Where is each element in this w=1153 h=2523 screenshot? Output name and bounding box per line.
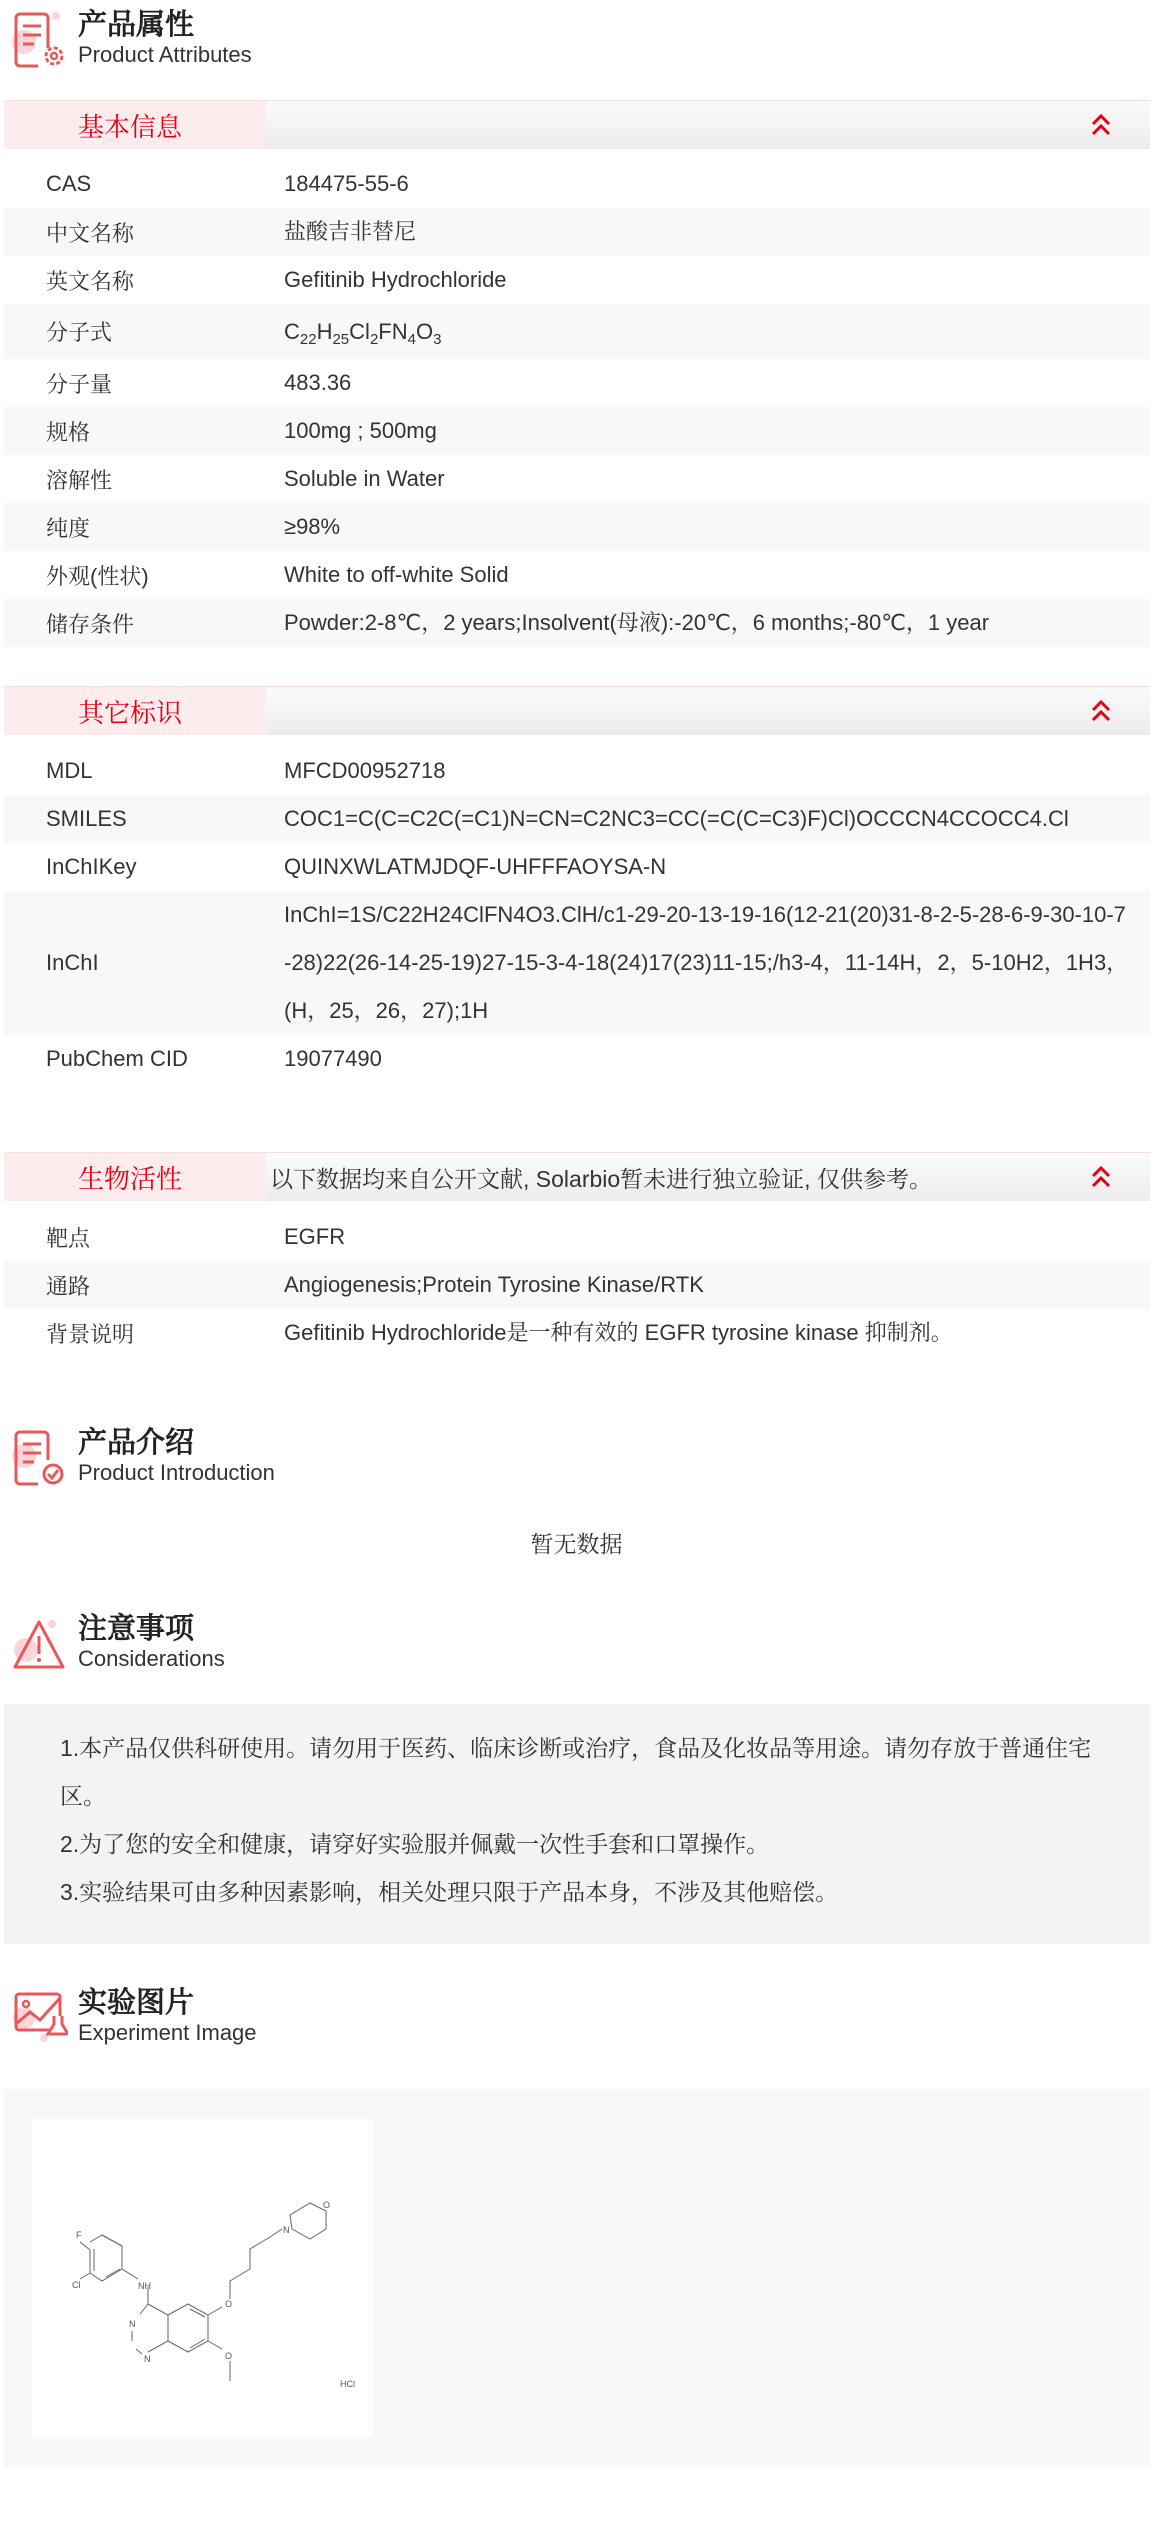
section-subtitle: Product Attributes — [78, 42, 252, 67]
section-subtitle: Experiment Image — [78, 2020, 257, 2045]
table-row — [4, 551, 1150, 599]
row-value: 19077490 — [284, 1046, 382, 1071]
table-row — [4, 1213, 1150, 1261]
bio-activity-table — [4, 1213, 1150, 1357]
table-row — [4, 160, 1150, 208]
row-value: Powder:2-8℃，2 years;Insolvent(母液):-20℃，6 months;-80℃，1 year — [284, 610, 990, 635]
atom-label: NH — [138, 2281, 151, 2291]
consideration-item: 3.实验结果可由多种因素影响，相关处理只限于产品本身，不涉及其他赔偿。 — [60, 1879, 839, 1905]
table-row — [4, 407, 1150, 455]
table-row — [4, 455, 1150, 503]
considerations-box — [4, 1704, 1150, 1944]
table-row — [4, 891, 1150, 1035]
warning-triangle-icon — [10, 1612, 68, 1674]
row-value: InChI=1S/C22H24ClFN4O3.ClH/c1-29-20-13-19-16(12-21(20)31-8-2-5-28-6-9-30-10-7-28)22(26-14-25-19)27-15-3-4-18(24)17(23)11-15;/h3-4，11-14H，2，5-10H2，1H3，(H，25，26，27);1H — [284, 902, 1129, 1023]
section-title: 产品属性 — [78, 9, 195, 41]
atom-label: O — [225, 2299, 233, 2309]
row-value: MFCD00952718 — [284, 758, 446, 783]
atom-label: Cl — [72, 2280, 81, 2290]
row-value: 100mg ; 500mg — [284, 418, 437, 443]
double-chevron-up-icon[interactable] — [1090, 1165, 1112, 1189]
section-title: 实验图片 — [78, 1987, 195, 2019]
section-header-experiment-image — [10, 1982, 257, 2052]
table-row — [4, 843, 1150, 891]
row-value: 184475-55-6 — [284, 171, 409, 196]
row-value: ≥98% — [284, 514, 341, 539]
section-subtitle: Considerations — [78, 1646, 225, 1671]
row-label: 英文名称 — [46, 268, 135, 294]
section-title: 注意事项 — [78, 1613, 195, 1645]
section-header-attributes — [10, 4, 252, 74]
section-header-considerations — [10, 1608, 225, 1678]
atom-label: O — [225, 2351, 233, 2361]
collapsible-header-bio-activity[interactable] — [4, 1152, 1150, 1201]
table-row — [4, 1261, 1150, 1309]
atom-label: N — [283, 2225, 290, 2235]
table-row — [4, 503, 1150, 551]
row-label: 规格 — [46, 419, 91, 445]
row-label: 溶解性 — [46, 467, 113, 493]
atom-label: N — [129, 2319, 136, 2329]
row-value: QUINXWLATMJDQF-UHFFFAOYSA-N — [284, 854, 667, 879]
image-flask-icon — [10, 1986, 68, 2048]
row-label: CAS — [46, 171, 92, 196]
experiment-image-gallery — [4, 2089, 1150, 2467]
table-row — [4, 747, 1150, 795]
row-label: 外观(性状) — [46, 563, 149, 589]
atom-label: F — [76, 2230, 82, 2240]
other-ids-table — [4, 747, 1150, 1083]
tab-label: 其它标识 — [4, 687, 266, 735]
double-chevron-up-icon[interactable] — [1090, 699, 1112, 723]
row-value: COC1=C(C=C2C(=C1)N=CN=C2NC3=CC(=C(C=C3)F)Cl)OCCCN4CCOCC4.Cl — [284, 806, 1069, 831]
consideration-item: 1.本产品仅供科研使用。请勿用于医药、临床诊断或治疗，食品及化妆品等用途。请勿存放于普通住宅区。 — [60, 1735, 1092, 1809]
row-label: PubChem CID — [46, 1046, 188, 1071]
row-label: 靶点 — [46, 1225, 91, 1251]
row-label: MDL — [46, 758, 93, 783]
table-row — [4, 208, 1150, 256]
table-row — [4, 256, 1150, 304]
consideration-item: 2.为了您的安全和健康，请穿好实验服并佩戴一次性手套和口罩操作。 — [60, 1831, 770, 1857]
row-label: 分子式 — [46, 320, 113, 345]
collapsible-header-basic-info[interactable] — [4, 100, 1150, 149]
table-row — [4, 1035, 1150, 1083]
tab-label: 基本信息 — [4, 101, 266, 149]
table-row — [4, 359, 1150, 407]
atom-label: O — [323, 2200, 331, 2210]
row-value: Angiogenesis;Protein Tyrosine Kinase/RTK — [284, 1272, 704, 1297]
row-value: Gefitinib Hydrochloride — [284, 267, 507, 292]
row-label: InChIKey — [46, 854, 137, 879]
atom-label: N — [144, 2354, 151, 2364]
atom-label: HCl — [340, 2379, 355, 2389]
table-row — [4, 304, 1150, 359]
basic-info-table — [4, 160, 1150, 647]
row-value: 483.36 — [284, 370, 352, 395]
empty-state-text: 暂无数据 — [530, 1531, 623, 1557]
double-chevron-up-icon[interactable] — [1090, 113, 1112, 137]
table-row — [4, 1309, 1150, 1357]
molecular-formula: $C_{22}H_{25}Cl_2FN_4O_3$ — [284, 318, 442, 348]
row-label: 通路 — [46, 1273, 91, 1299]
row-value: White to off-white Solid — [284, 562, 509, 587]
row-value: 盐酸吉非替尼 — [284, 219, 417, 244]
disclaimer-note: 以下数据均来自公开文献, Solarbio暂未进行独立验证, 仅供参考。 — [270, 1165, 932, 1192]
table-row — [4, 599, 1150, 647]
tab-label: 生物活性 — [4, 1153, 266, 1201]
row-value: EGFR — [284, 1224, 346, 1249]
table-row — [4, 795, 1150, 843]
row-value: Soluble in Water — [284, 466, 445, 491]
row-value: Gefitinib Hydrochloride是一种有效的 EGFR tyrosine kinase 抑制剂。 — [284, 1320, 953, 1345]
row-label: 中文名称 — [46, 220, 135, 246]
row-label: 分子量 — [46, 371, 113, 397]
collapsible-header-other-ids[interactable] — [4, 686, 1150, 735]
section-title: 产品介绍 — [78, 1427, 195, 1459]
row-label: SMILES — [46, 806, 127, 831]
section-subtitle: Product Introduction — [78, 1460, 275, 1485]
chemical-structure-image[interactable] — [32, 2119, 373, 2437]
row-label: 储存条件 — [46, 611, 135, 637]
row-label: 纯度 — [46, 515, 91, 541]
document-check-icon — [10, 1426, 68, 1488]
document-gear-icon — [10, 8, 68, 70]
row-label: 背景说明 — [46, 1321, 135, 1347]
section-header-introduction — [10, 1422, 275, 1492]
row-label: InChI — [46, 950, 99, 975]
